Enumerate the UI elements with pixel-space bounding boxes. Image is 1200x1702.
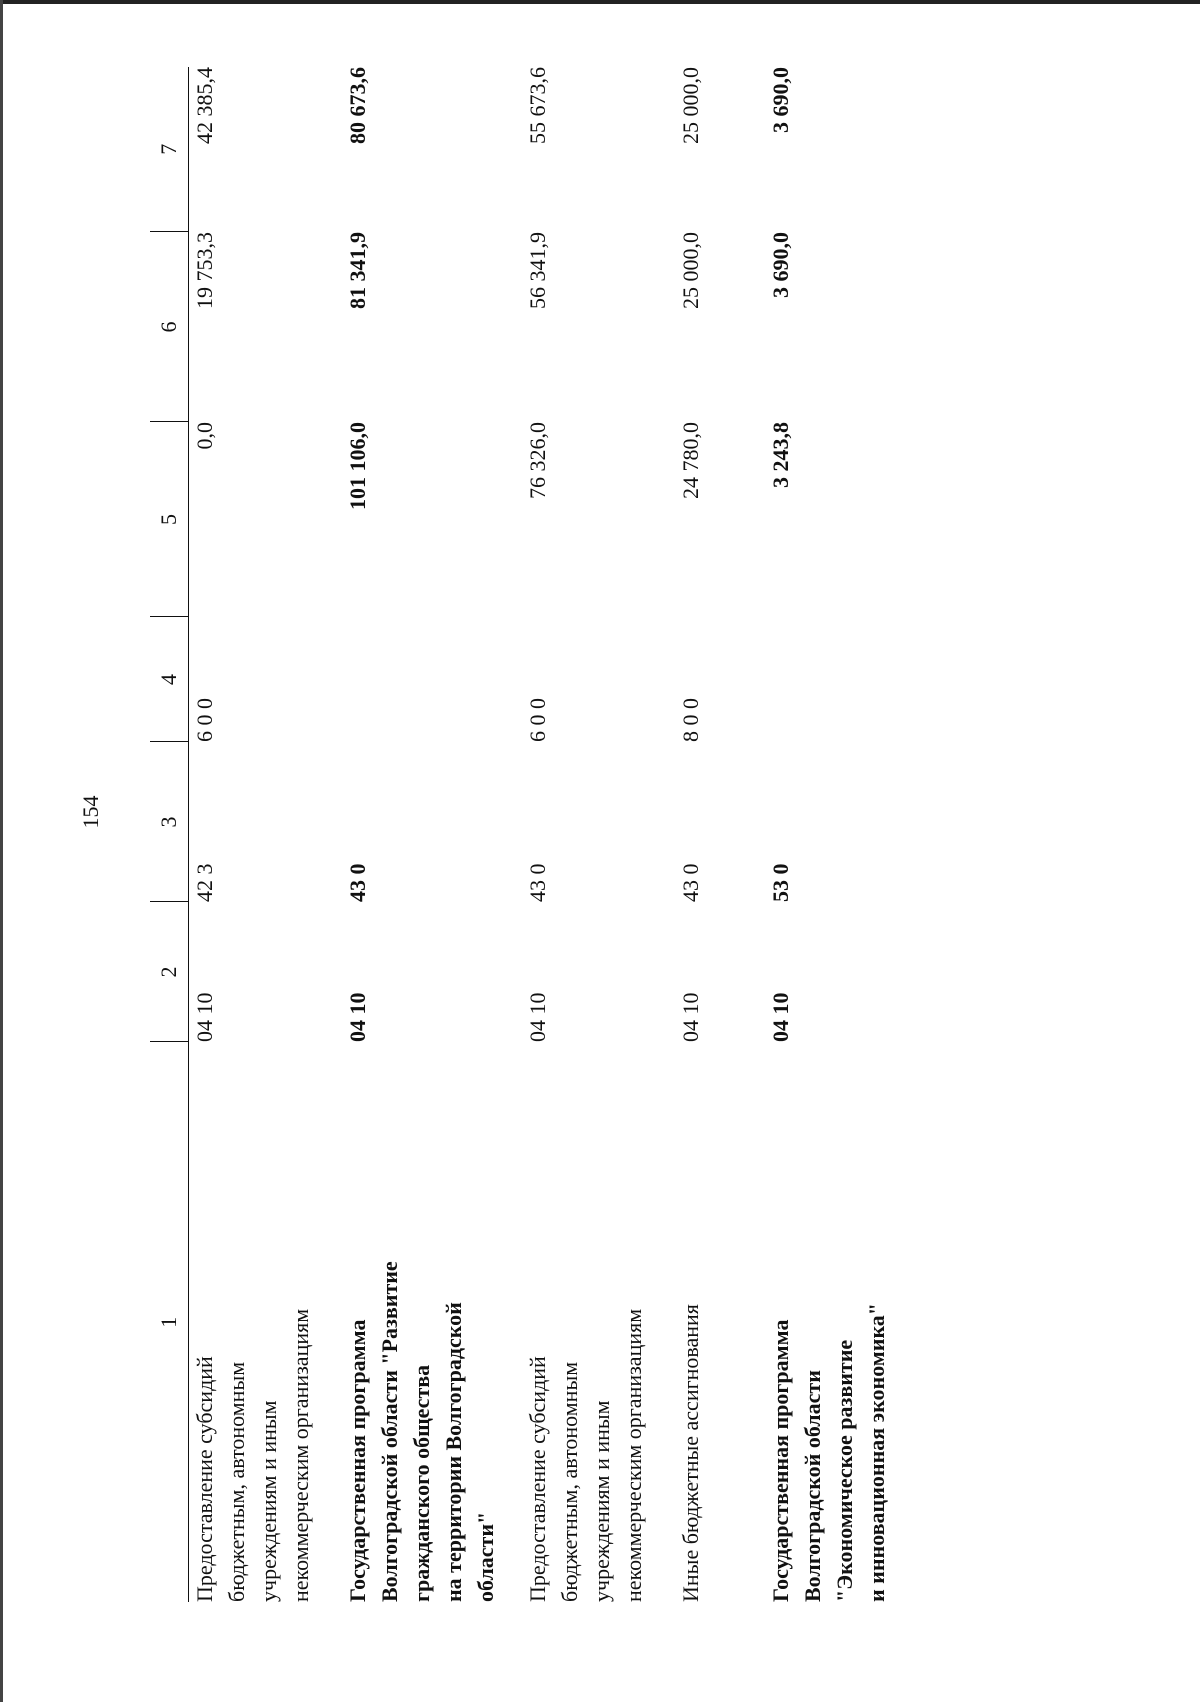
row-name (765, 1042, 905, 1602)
table-row (765, 67, 905, 1602)
amount-col6: 25 000,0 (678, 232, 703, 309)
header-col-6: 6 (150, 232, 189, 422)
header-col-2: 2 (150, 902, 189, 1042)
table-row (675, 67, 765, 1602)
table-row (522, 67, 675, 1602)
row-name (342, 1042, 522, 1602)
name-line: на территории Волгоградской (441, 1302, 466, 1602)
section-code: 04 10 (768, 992, 793, 1042)
expense-type-code (342, 617, 522, 742)
name-line: гражданского общества (409, 1364, 434, 1602)
amount-col7: 3 690,0 (768, 67, 793, 133)
name-line: Государственная программа (768, 1319, 793, 1602)
amount-col5: 76 326,0 (525, 422, 550, 499)
header-row (150, 67, 189, 1602)
row-name (189, 1042, 343, 1602)
header-col-4: 4 (150, 617, 189, 742)
program-code: 53 0 (768, 863, 793, 902)
header-col-7: 7 (150, 67, 189, 232)
page-number: 154 (78, 795, 103, 829)
header-col-3: 3 (150, 742, 189, 902)
amount-col7: 42 385,4 (192, 67, 217, 144)
section-code: 04 10 (525, 992, 550, 1042)
section-code: 04 10 (678, 992, 703, 1042)
amount-col5: 24 780,0 (678, 422, 703, 499)
name-line: некоммерческим организациям (288, 1308, 313, 1602)
amount-col7: 55 673,6 (525, 67, 550, 144)
name-line: Предоставление субсидий (192, 1356, 217, 1602)
name-line: бюджетным, автономным (557, 1361, 582, 1602)
amount-col5: 0,0 (192, 422, 217, 450)
name-line: Волгоградской области "Развитие (377, 1261, 402, 1602)
header-col-5: 5 (150, 422, 189, 617)
expense-type-code (765, 617, 905, 742)
name-line: Иные бюджетные ассигнования (678, 1304, 703, 1602)
name-line: области" (473, 1511, 498, 1602)
section-code: 04 10 (192, 992, 217, 1042)
section-code: 04 10 (345, 992, 370, 1042)
name-line: учреждениям и иным (589, 1400, 614, 1602)
row-name (522, 1042, 675, 1602)
header-col-1: 1 (150, 1042, 189, 1602)
program-code: 42 3 (192, 863, 217, 902)
name-line: Волгоградской области (800, 1370, 825, 1602)
table-row (189, 67, 343, 1602)
program-code: 43 0 (525, 863, 550, 902)
table-row (342, 67, 522, 1602)
amount-col6: 81 341,9 (345, 232, 370, 309)
amount-col5: 3 243,8 (768, 422, 793, 488)
amount-col6: 56 341,9 (525, 232, 550, 309)
budget-table (150, 67, 905, 1602)
name-line: и инновационная экономика" (864, 1302, 889, 1602)
name-line: некоммерческим организациям (621, 1308, 646, 1602)
expense-type-code: 8 0 0 (678, 698, 703, 742)
name-line: Государственная программа (345, 1319, 370, 1602)
name-line: "Экономическое развитие (832, 1339, 857, 1602)
name-line: Предоставление субсидий (525, 1356, 550, 1602)
amount-col6: 3 690,0 (768, 232, 793, 298)
amount-col7: 80 673,6 (345, 67, 370, 144)
name-line: учреждениям и иным (256, 1400, 281, 1602)
amount-col5: 101 106,0 (345, 422, 370, 510)
amount-col6: 19 753,3 (192, 232, 217, 309)
expense-type-code: 6 0 0 (525, 698, 550, 742)
name-line: бюджетным, автономным (224, 1361, 249, 1602)
row-name (675, 1042, 765, 1602)
program-code: 43 0 (678, 863, 703, 902)
amount-col7: 25 000,0 (678, 67, 703, 144)
expense-type-code: 6 0 0 (192, 698, 217, 742)
program-code: 43 0 (345, 863, 370, 902)
